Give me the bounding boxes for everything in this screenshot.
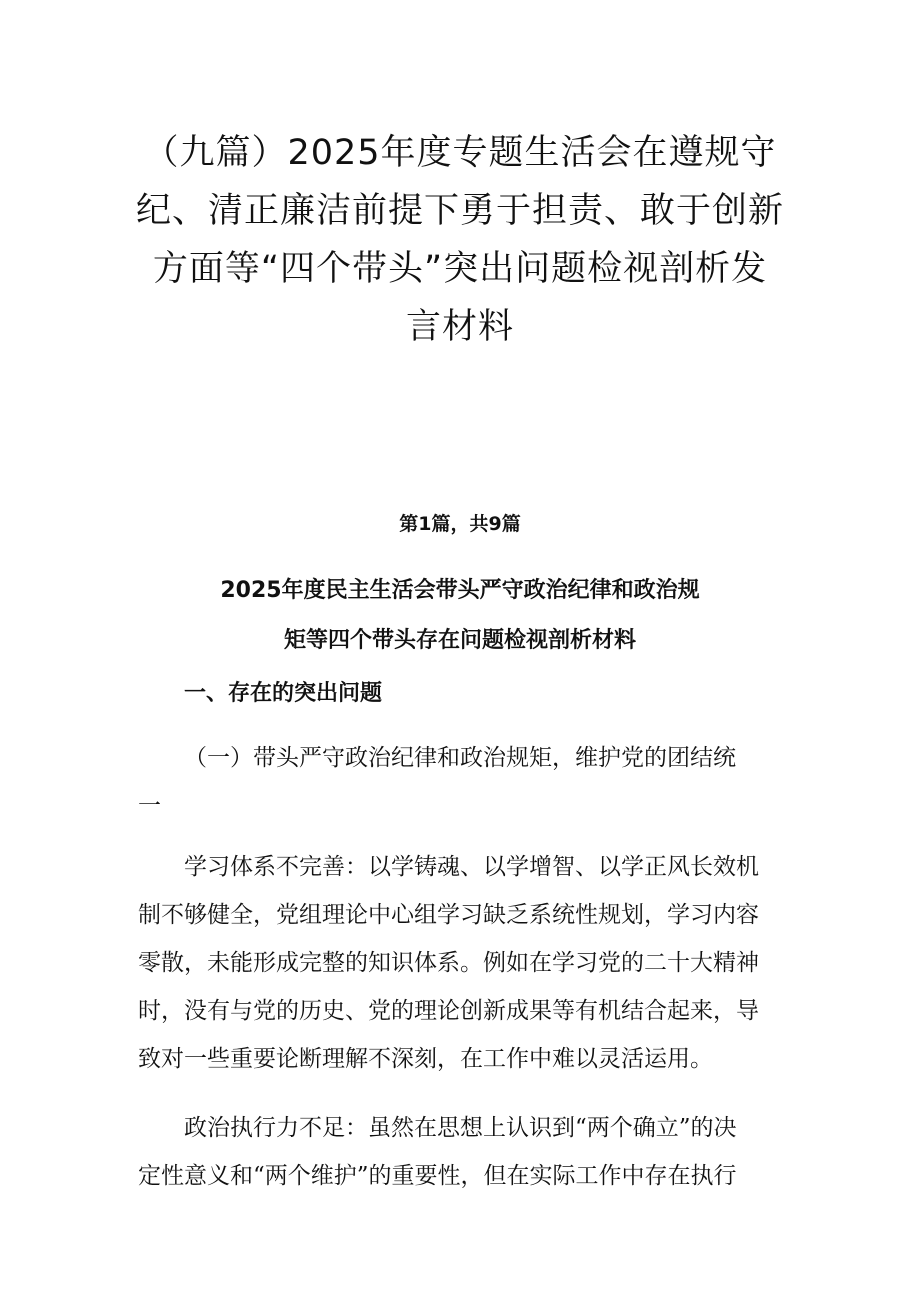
subsection-line: （一）带头严守政治纪律和政治规矩，维护党的团结统 xyxy=(184,745,736,771)
paragraph-line: 时，没有与党的历史、党的理论创新成果等有机结合起来，导 xyxy=(138,998,759,1024)
subtitle-line: 矩等四个带头存在问题检视剖析材料 xyxy=(283,628,636,653)
paragraph-political-execution xyxy=(138,1104,798,1200)
paragraph-line: 学习体系不完善：以学铸魂、以学增智、以学正风长效机 xyxy=(184,854,759,880)
paragraph-study-system xyxy=(138,843,798,1083)
paragraph-line: 政治执行力不足：虽然在思想上认识到“两个确立”的决 xyxy=(184,1115,737,1141)
section-heading: 一、存在的突出问题 xyxy=(184,680,383,706)
piece-counter: 第1篇，共9篇 xyxy=(399,513,521,535)
article-subtitle xyxy=(150,566,770,666)
title-line: 言材料 xyxy=(405,307,514,347)
subtitle-line: 2025年度民主生活会带头严守政治纪律和政治规 xyxy=(220,578,700,603)
title-line: 方面等“四个带头”突出问题检视剖析发 xyxy=(152,249,768,289)
subsection-line: 一 xyxy=(138,793,161,819)
paragraph-line: 定性意义和“两个维护”的重要性，但在实际工作中存在执行 xyxy=(138,1163,737,1189)
paragraph-line: 零散，未能形成完整的知识体系。例如在学习党的二十大精神 xyxy=(138,950,759,976)
subsection-heading xyxy=(138,734,798,830)
title-line: （九篇）2025年度专题生活会在遵规守 xyxy=(143,133,777,173)
title-line: 纪、清正廉洁前提下勇于担责、敢于创新 xyxy=(135,191,784,231)
document-title xyxy=(130,124,790,356)
paragraph-line: 致对一些重要论断理解不深刻，在工作中难以灵活运用。 xyxy=(138,1046,713,1072)
paragraph-line: 制不够健全，党组理论中心组学习缺乏系统性规划，学习内容 xyxy=(138,902,759,928)
